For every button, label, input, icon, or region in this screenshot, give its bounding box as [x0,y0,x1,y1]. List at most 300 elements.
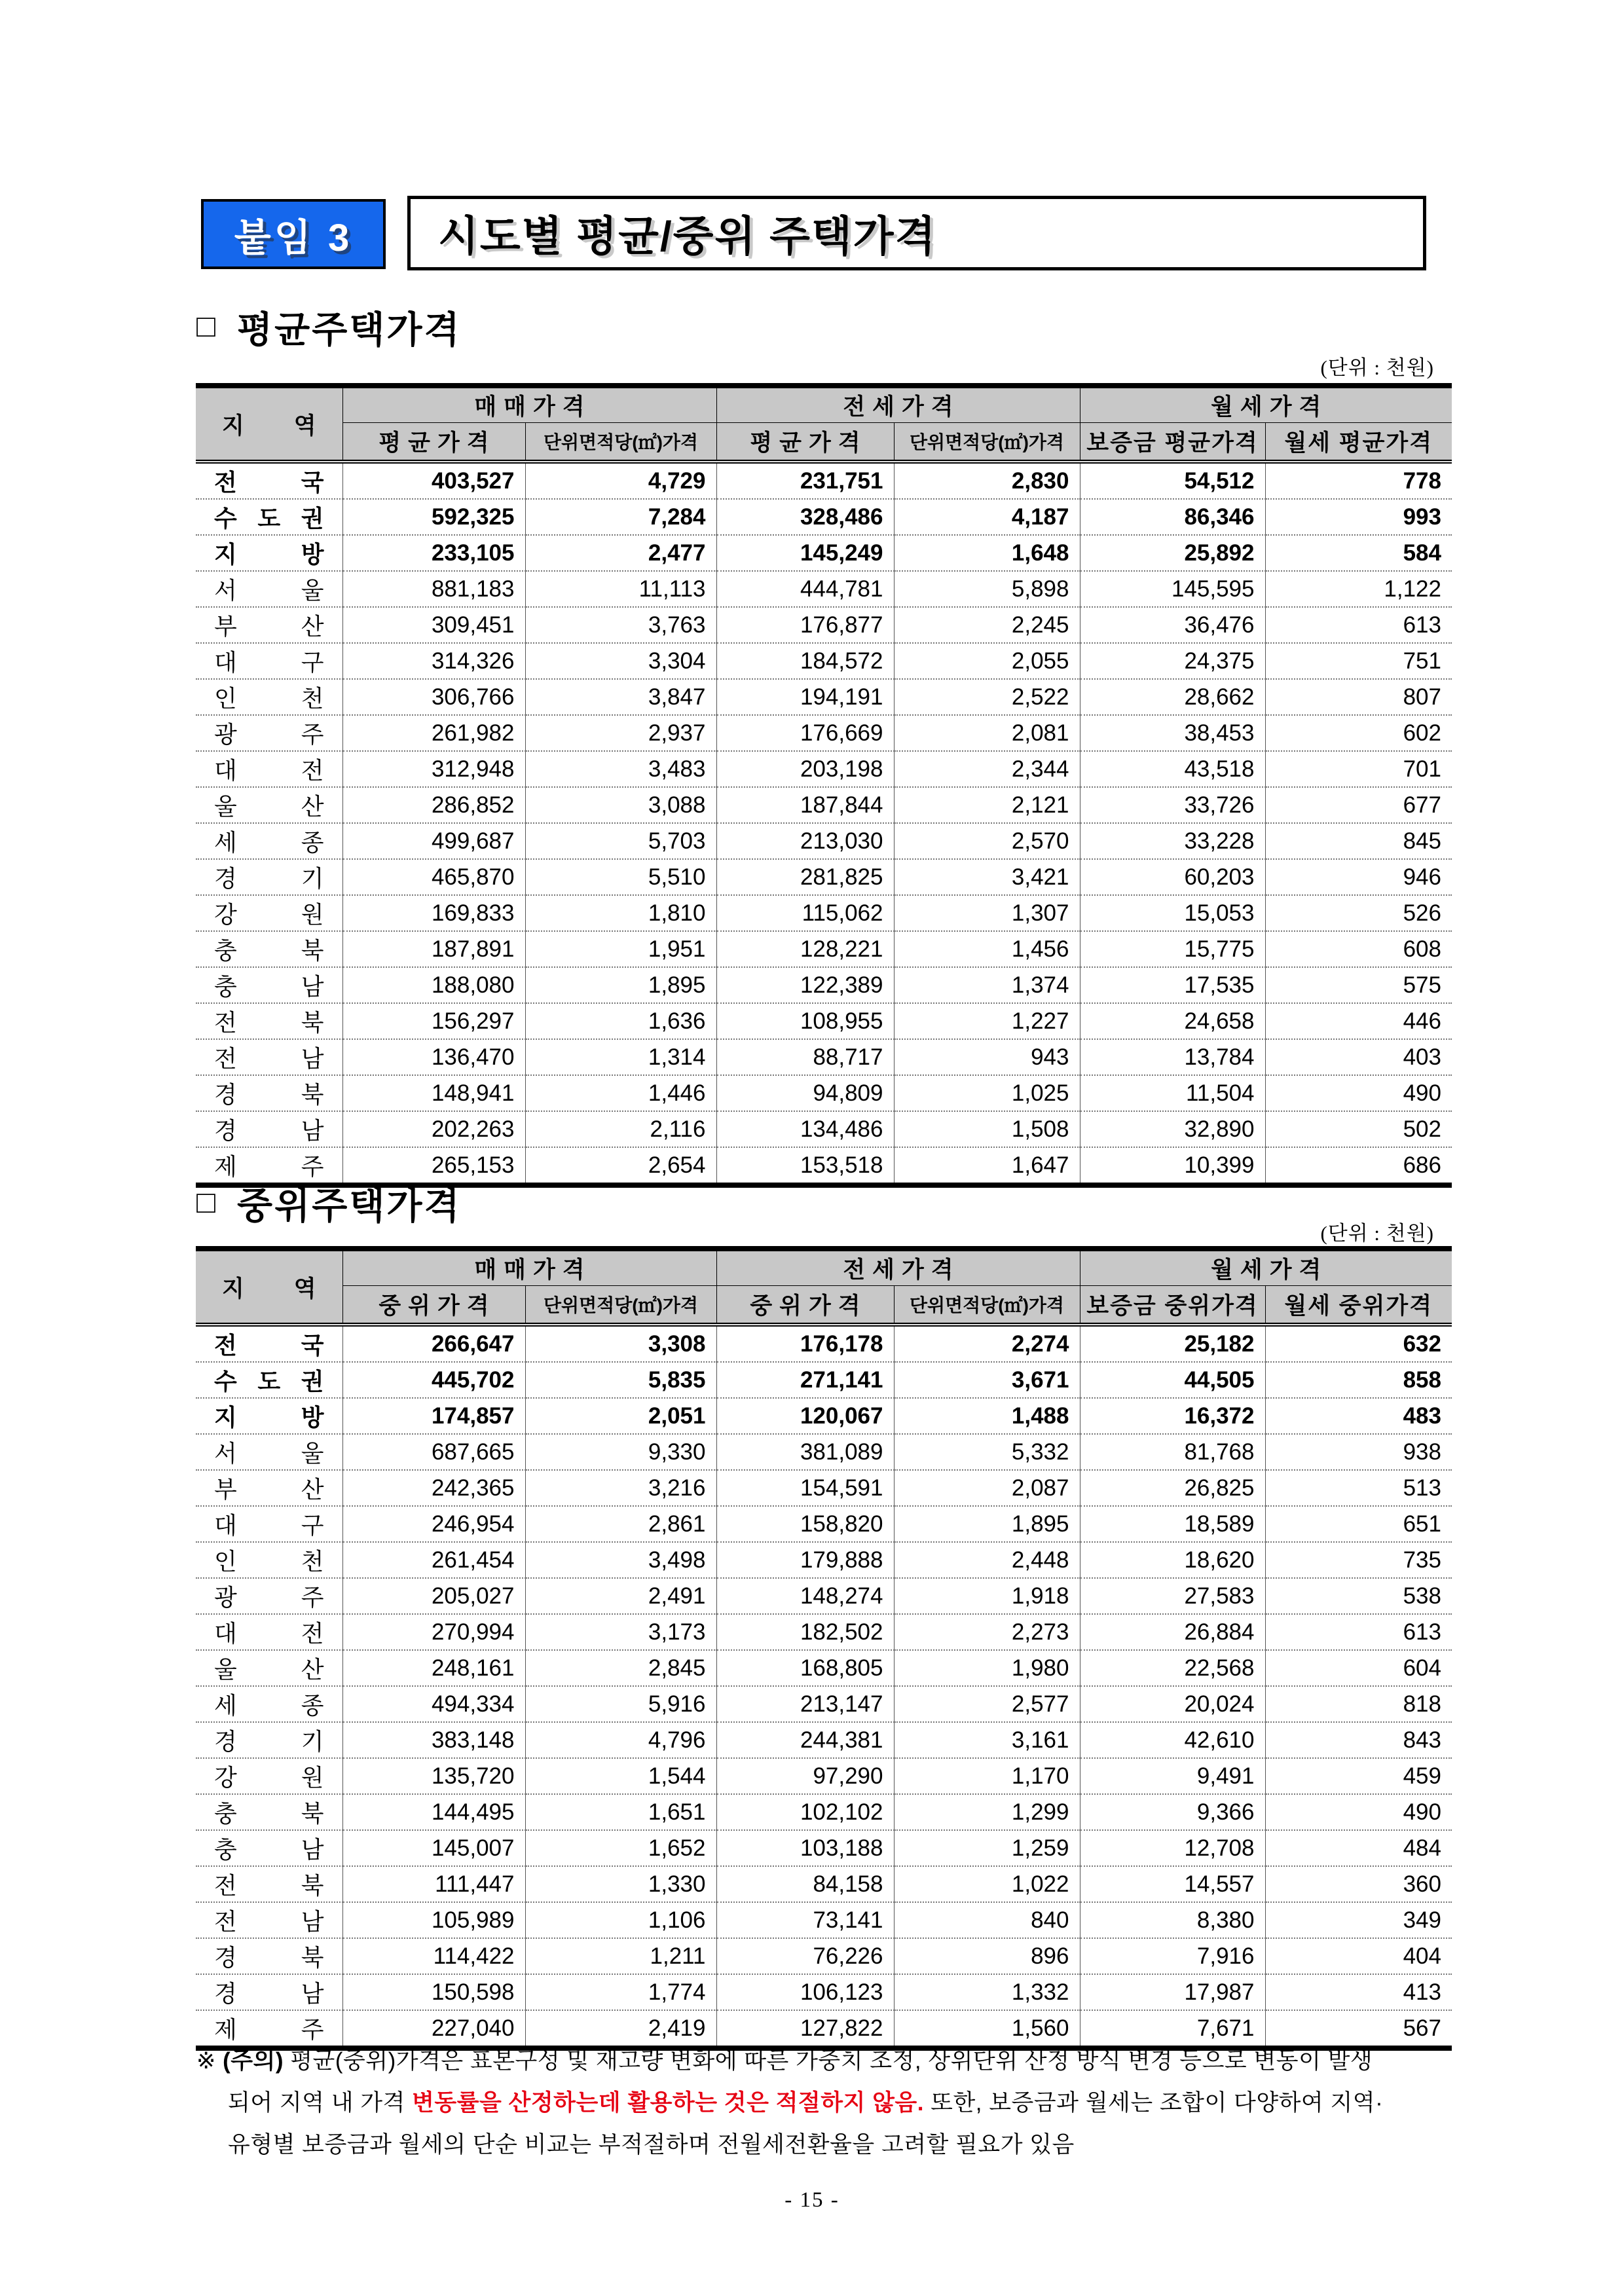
value-cell: 2,491 [525,1578,716,1614]
value-cell: 4,796 [525,1722,716,1758]
value-cell: 403 [1265,1039,1452,1075]
region-cell: 수 도 권 [196,499,342,535]
value-cell: 120,067 [716,1398,894,1434]
appendix-badge: 붙임 3 [201,199,386,269]
value-cell: 242,365 [342,1470,525,1506]
region-cell: 제 주 [196,2010,342,2048]
value-cell: 483 [1265,1398,1452,1434]
table-row [196,607,1452,643]
value-cell: 33,726 [1080,787,1265,823]
value-cell: 459 [1265,1758,1452,1794]
col-header: 단위면적당(㎡)가격 [894,423,1080,462]
region-cell: 경 북 [196,1075,342,1111]
col-header: 중위가격 [342,1286,525,1325]
value-cell: 108,955 [716,1003,894,1039]
value-cell: 115,062 [716,895,894,931]
value-cell: 526 [1265,895,1452,931]
section-title: 평균주택가격 [237,310,462,351]
table-row [196,1830,1452,1866]
table-row [196,1650,1452,1686]
value-cell: 76,226 [716,1938,894,1974]
table-row [196,1039,1452,1075]
table-row [196,1722,1452,1758]
value-cell: 4,729 [525,462,716,499]
value-cell: 122,389 [716,967,894,1003]
table-row [196,1794,1452,1830]
value-cell: 5,703 [525,823,716,859]
value-cell: 169,833 [342,895,525,931]
value-cell: 306,766 [342,679,525,715]
table-row [196,679,1452,715]
value-cell: 946 [1265,859,1452,895]
region-cell: 충 남 [196,1830,342,1866]
table-body [196,462,1452,1185]
value-cell: 42,610 [1080,1722,1265,1758]
value-cell: 13,784 [1080,1039,1265,1075]
table-row [196,823,1452,859]
value-cell: 5,332 [894,1434,1080,1470]
value-cell: 97,290 [716,1758,894,1794]
value-cell: 3,483 [525,751,716,787]
value-cell: 15,775 [1080,931,1265,967]
group-header-monthly: 월세가격 [1080,386,1452,423]
region-cell: 울 산 [196,787,342,823]
value-cell: 1,651 [525,1794,716,1830]
section-heading-average [196,301,462,354]
value-cell: 1,560 [894,2010,1080,2048]
value-cell: 188,080 [342,967,525,1003]
col-header: 단위면적당(㎡)가격 [525,1286,716,1325]
value-cell: 15,053 [1080,895,1265,931]
value-cell: 176,178 [716,1325,894,1362]
value-cell: 677 [1265,787,1452,823]
value-cell: 632 [1265,1325,1452,1362]
value-cell: 575 [1265,967,1452,1003]
value-cell: 3,161 [894,1722,1080,1758]
value-cell: 686 [1265,1147,1452,1185]
table-row [196,1542,1452,1578]
region-header-cell: 지 역 [196,386,342,462]
value-cell: 128,221 [716,931,894,967]
caution-label: (주의) [223,2048,284,2074]
region-cell: 지 방 [196,1398,342,1434]
region-cell: 제 주 [196,1147,342,1185]
section-heading-median [196,1177,462,1230]
value-cell: 184,572 [716,643,894,679]
table-row [196,1866,1452,1902]
value-cell: 2,121 [894,787,1080,823]
value-cell: 2,937 [525,715,716,751]
col-header: 단위면적당(㎡)가격 [525,423,716,462]
value-cell: 444,781 [716,571,894,607]
value-cell: 3,763 [525,607,716,643]
value-cell: 18,620 [1080,1542,1265,1578]
table-row [196,1398,1452,1434]
value-cell: 148,274 [716,1578,894,1614]
region-header-cell: 지 역 [196,1249,342,1325]
value-cell: 1,025 [894,1075,1080,1111]
value-cell: 2,830 [894,462,1080,499]
value-cell: 1,895 [525,967,716,1003]
value-cell: 3,421 [894,859,1080,895]
value-cell: 381,089 [716,1434,894,1470]
value-cell: 584 [1265,535,1452,571]
value-cell: 187,891 [342,931,525,967]
region-cell: 세 종 [196,1686,342,1722]
value-cell: 1,544 [525,1758,716,1794]
value-cell: 10,399 [1080,1147,1265,1185]
value-cell: 9,366 [1080,1794,1265,1830]
value-cell: 213,147 [716,1686,894,1722]
value-cell: 5,510 [525,859,716,895]
table-row [196,1470,1452,1506]
value-cell: 2,344 [894,751,1080,787]
value-cell: 246,954 [342,1506,525,1542]
value-cell: 28,662 [1080,679,1265,715]
value-cell: 114,422 [342,1938,525,1974]
value-cell: 1,374 [894,967,1080,1003]
value-cell: 818 [1265,1686,1452,1722]
value-cell: 261,454 [342,1542,525,1578]
value-cell: 213,030 [716,823,894,859]
table-row [196,571,1452,607]
value-cell: 2,522 [894,679,1080,715]
value-cell: 106,123 [716,1974,894,2010]
value-cell: 38,453 [1080,715,1265,751]
value-cell: 261,982 [342,715,525,751]
value-cell: 701 [1265,751,1452,787]
square-bullet-icon: □ [196,308,217,344]
region-cell: 대 구 [196,643,342,679]
value-cell: 233,105 [342,535,525,571]
region-cell: 경 남 [196,1974,342,2010]
table-row [196,1325,1452,1362]
value-cell: 881,183 [342,571,525,607]
region-cell: 지 방 [196,535,342,571]
footnote [196,2040,1447,2166]
value-cell: 25,892 [1080,535,1265,571]
value-cell: 2,861 [525,1506,716,1542]
value-cell: 1,508 [894,1111,1080,1147]
value-cell: 144,495 [342,1794,525,1830]
value-cell: 84,158 [716,1866,894,1902]
value-cell: 3,216 [525,1470,716,1506]
median-price-table [196,1246,1452,2051]
value-cell: 18,589 [1080,1506,1265,1542]
value-cell: 735 [1265,1542,1452,1578]
table-row [196,1614,1452,1650]
value-cell: 2,419 [525,2010,716,2048]
table-row [196,931,1452,967]
table-row [196,499,1452,535]
value-cell: 494,334 [342,1686,525,1722]
region-cell: 전 국 [196,1325,342,1362]
value-cell: 248,161 [342,1650,525,1686]
value-cell: 148,941 [342,1075,525,1111]
value-cell: 1,647 [894,1147,1080,1185]
value-cell: 2,087 [894,1470,1080,1506]
table-row [196,1506,1452,1542]
value-cell: 896 [894,1938,1080,1974]
group-header-jeonse: 전세가격 [716,386,1080,423]
value-cell: 168,805 [716,1650,894,1686]
value-cell: 2,245 [894,607,1080,643]
value-cell: 1,106 [525,1902,716,1938]
value-cell: 1,022 [894,1866,1080,1902]
value-cell: 1,980 [894,1650,1080,1686]
table-row [196,643,1452,679]
table-row [196,1362,1452,1398]
value-cell: 538 [1265,1578,1452,1614]
value-cell: 1,810 [525,895,716,931]
page-title: 시도별 평균/중위 주택가격 [438,213,937,260]
value-cell: 312,948 [342,751,525,787]
value-cell: 9,491 [1080,1758,1265,1794]
value-cell: 3,847 [525,679,716,715]
value-cell: 1,211 [525,1938,716,1974]
value-cell: 3,498 [525,1542,716,1578]
value-cell: 135,720 [342,1758,525,1794]
value-cell: 993 [1265,499,1452,535]
table-row [196,1902,1452,1938]
value-cell: 32,890 [1080,1111,1265,1147]
value-cell: 134,486 [716,1111,894,1147]
table-row [196,1758,1452,1794]
table-row [196,1075,1452,1111]
value-cell: 26,884 [1080,1614,1265,1650]
region-cell: 대 전 [196,1614,342,1650]
value-cell: 1,227 [894,1003,1080,1039]
footnote-line-1: ※ (주의) 평균(중위)가격은 표본구성 및 재고량 변화에 따른 가중치 조정, 상위단위 산정 방식 변경 등으로 변동이 발생 [196,2048,1373,2074]
region-cell: 전 남 [196,1039,342,1075]
table-row [196,787,1452,823]
table-row [196,462,1452,499]
value-cell: 2,055 [894,643,1080,679]
region-cell: 전 국 [196,462,342,499]
value-cell: 3,671 [894,1362,1080,1398]
table-body [196,1325,1452,2048]
value-cell: 105,989 [342,1902,525,1938]
value-cell: 11,113 [525,571,716,607]
value-cell: 187,844 [716,787,894,823]
value-cell: 9,330 [525,1434,716,1470]
region-cell: 충 북 [196,931,342,967]
value-cell: 17,535 [1080,967,1265,1003]
region-cell: 울 산 [196,1650,342,1686]
value-cell: 265,153 [342,1147,525,1185]
value-cell: 11,504 [1080,1075,1265,1111]
value-cell: 81,768 [1080,1434,1265,1470]
value-cell: 1,299 [894,1794,1080,1830]
table-row [196,715,1452,751]
value-cell: 445,702 [342,1362,525,1398]
value-cell: 687,665 [342,1434,525,1470]
region-cell: 경 북 [196,1938,342,1974]
value-cell: 1,895 [894,1506,1080,1542]
col-header: 보증금 평균가격 [1080,423,1265,462]
square-bullet-icon: □ [196,1184,217,1220]
value-cell: 1,314 [525,1039,716,1075]
value-cell: 1,636 [525,1003,716,1039]
value-cell: 205,027 [342,1578,525,1614]
value-cell: 12,708 [1080,1830,1265,1866]
value-cell: 513 [1265,1470,1452,1506]
value-cell: 1,488 [894,1398,1080,1434]
value-cell: 33,228 [1080,823,1265,859]
value-cell: 8,380 [1080,1902,1265,1938]
value-cell: 174,857 [342,1398,525,1434]
region-cell: 경 기 [196,1722,342,1758]
value-cell: 840 [894,1902,1080,1938]
value-cell: 2,845 [525,1650,716,1686]
table-row [196,859,1452,895]
value-cell: 1,774 [525,1974,716,2010]
value-cell: 26,825 [1080,1470,1265,1506]
value-cell: 150,598 [342,1974,525,2010]
region-cell: 강 원 [196,895,342,931]
value-cell: 349 [1265,1902,1452,1938]
value-cell: 24,375 [1080,643,1265,679]
value-cell: 314,326 [342,643,525,679]
value-cell: 102,102 [716,1794,894,1830]
value-cell: 938 [1265,1434,1452,1470]
unit-label: (단위 : 천원) [1320,356,1434,379]
value-cell: 156,297 [342,1003,525,1039]
value-cell: 1,330 [525,1866,716,1902]
value-cell: 446 [1265,1003,1452,1039]
section-title: 중위주택가격 [237,1186,462,1227]
value-cell: 25,182 [1080,1325,1265,1362]
value-cell: 465,870 [342,859,525,895]
value-cell: 2,477 [525,535,716,571]
table-row [196,1686,1452,1722]
value-cell: 136,470 [342,1039,525,1075]
value-cell: 1,456 [894,931,1080,967]
region-cell: 수 도 권 [196,1362,342,1398]
value-cell: 1,652 [525,1830,716,1866]
value-cell: 2,654 [525,1147,716,1185]
value-cell: 309,451 [342,607,525,643]
value-cell: 499,687 [342,823,525,859]
value-cell: 7,284 [525,499,716,535]
value-cell: 490 [1265,1794,1452,1830]
region-cell: 광 주 [196,1578,342,1614]
value-cell: 1,951 [525,931,716,967]
value-cell: 227,040 [342,2010,525,2048]
value-cell: 613 [1265,1614,1452,1650]
value-cell: 153,518 [716,1147,894,1185]
value-cell: 592,325 [342,499,525,535]
value-cell: 2,577 [894,1686,1080,1722]
value-cell: 845 [1265,823,1452,859]
table-row [196,751,1452,787]
value-cell: 145,249 [716,535,894,571]
col-header: 월세 평균가격 [1265,423,1452,462]
value-cell: 1,307 [894,895,1080,931]
document-title-box [407,196,1426,270]
table-row [196,1111,1452,1147]
table-row [196,1974,1452,2010]
region-cell: 전 남 [196,1902,342,1938]
value-cell: 16,372 [1080,1398,1265,1434]
value-cell: 1,446 [525,1075,716,1111]
region-cell: 서 울 [196,571,342,607]
value-cell: 484 [1265,1830,1452,1866]
value-cell: 404 [1265,1938,1452,1974]
value-cell: 502 [1265,1111,1452,1147]
value-cell: 4,187 [894,499,1080,535]
value-cell: 22,568 [1080,1650,1265,1686]
group-header-sale: 매매가격 [342,1249,716,1286]
value-cell: 194,191 [716,679,894,715]
value-cell: 604 [1265,1650,1452,1686]
value-cell: 43,518 [1080,751,1265,787]
value-cell: 2,570 [894,823,1080,859]
value-cell: 145,595 [1080,571,1265,607]
value-cell: 2,274 [894,1325,1080,1362]
unit-label: (단위 : 천원) [1320,1222,1434,1245]
table-row [196,895,1452,931]
value-cell: 20,024 [1080,1686,1265,1722]
value-cell: 7,671 [1080,2010,1265,2048]
footnote-line-3: 유형별 보증금과 월세의 단순 비교는 부적절하며 전월세전환율을 고려할 필요가 있음 [228,2132,1075,2157]
value-cell: 3,173 [525,1614,716,1650]
value-cell: 490 [1265,1075,1452,1111]
value-cell: 145,007 [342,1830,525,1866]
value-cell: 383,148 [342,1722,525,1758]
region-cell: 서 울 [196,1434,342,1470]
value-cell: 2,051 [525,1398,716,1434]
group-header-monthly: 월세가격 [1080,1249,1452,1286]
value-cell: 2,273 [894,1614,1080,1650]
table-row [196,1434,1452,1470]
value-cell: 7,916 [1080,1938,1265,1974]
value-cell: 24,658 [1080,1003,1265,1039]
value-cell: 203,198 [716,751,894,787]
region-cell: 경 기 [196,859,342,895]
table-row [196,1578,1452,1614]
value-cell: 3,308 [525,1325,716,1362]
value-cell: 271,141 [716,1362,894,1398]
region-cell: 광 주 [196,715,342,751]
region-cell: 부 산 [196,607,342,643]
value-cell: 360 [1265,1866,1452,1902]
value-cell: 286,852 [342,787,525,823]
value-cell: 651 [1265,1506,1452,1542]
table-row [196,1003,1452,1039]
average-price-table [196,383,1452,1188]
value-cell: 231,751 [716,462,894,499]
value-cell: 36,476 [1080,607,1265,643]
region-cell: 전 북 [196,1003,342,1039]
value-cell: 244,381 [716,1722,894,1758]
footnote-line-2: 되어 지역 내 가격 변동률을 산정하는데 활용하는 것은 적절하지 않음. 또한, 보증금과 월세는 조합이 다양하여 지역· [228,2090,1384,2116]
value-cell: 88,717 [716,1039,894,1075]
value-cell: 807 [1265,679,1452,715]
table-row [196,1938,1452,1974]
value-cell: 176,669 [716,715,894,751]
warning-text: 변동률을 산정하는데 활용하는 것은 적절하지 않음. [412,2090,924,2116]
table-header [196,1249,1452,1325]
region-cell: 인 천 [196,1542,342,1578]
value-cell: 281,825 [716,859,894,895]
value-cell: 858 [1265,1362,1452,1398]
page-number: - 15 - [784,2188,840,2212]
value-cell: 1,259 [894,1830,1080,1866]
value-cell: 17,987 [1080,1974,1265,2010]
region-cell: 강 원 [196,1758,342,1794]
value-cell: 613 [1265,607,1452,643]
